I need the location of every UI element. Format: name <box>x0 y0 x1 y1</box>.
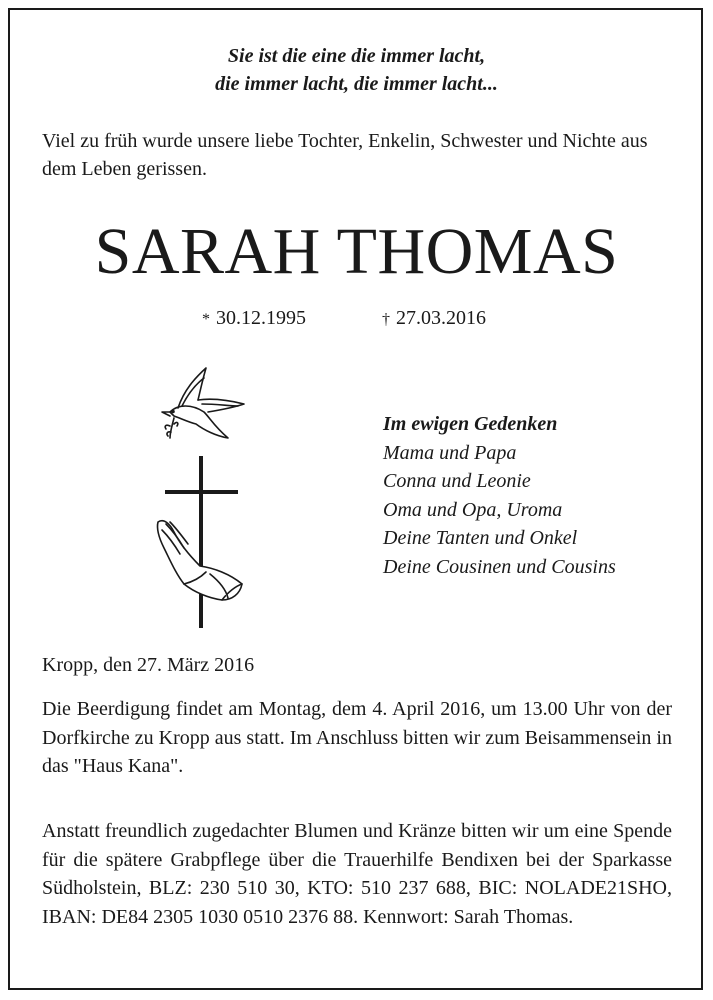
donation-info: Anstatt freundlich zugedachter Blumen und Kränze bitten wir um eine Spende für die spätere Grabpflege über die Trauerhilfe Bendixen bei der Sparkasse Südholstein, BLZ: 230 510 30, KTO: 510 237 688, BIC: NOLADE21SHO, IBAN: DE84 2305 1030 0510 2376 88. Kennwort: Sarah Thomas. <box>42 820 672 928</box>
birth-date <box>202 304 306 334</box>
symbols-graphic <box>140 360 270 630</box>
intro-text: Viel zu früh wurde unsere liebe Tochter, Enkelin, Schwester und Nichte aus dem Leben gerissen. <box>42 130 648 180</box>
place-date: Kropp, den 27. März 2016 <box>42 654 255 676</box>
dove-icon <box>162 368 244 438</box>
memorial-name: Mama und Papa <box>383 441 517 464</box>
motto-line-1: Sie ist die eine die immer lacht, <box>227 45 486 67</box>
memorial-name: Deine Cousinen und Cousins <box>383 555 616 578</box>
memorial-block <box>383 410 703 581</box>
memorial-name: Oma und Opa, Uroma <box>383 498 563 521</box>
memorial-heading: Im ewigen Gedenken <box>383 413 558 435</box>
memorial-name: Conna und Leonie <box>383 470 531 492</box>
death-symbol: † <box>382 311 390 328</box>
funeral-info: Die Beerdigung findet am Montag, dem 4. April 2016, um 13.00 Uhr von der Dorfkirche zu Kropp aus statt. Im Anschluss bitten wir zum Beisammensein in das "Haus Kana". <box>42 698 672 777</box>
deceased-name: SARAH THOMAS <box>94 215 619 288</box>
birth-date-value: 30.12.1995 <box>216 307 306 329</box>
death-date <box>382 304 486 334</box>
motto-line-2: die immer lacht, die immer lacht... <box>215 73 498 95</box>
death-date-value: 27.03.2016 <box>396 307 486 329</box>
memorial-name: Deine Tanten und Onkel <box>383 527 578 549</box>
birth-symbol: * <box>202 311 210 328</box>
